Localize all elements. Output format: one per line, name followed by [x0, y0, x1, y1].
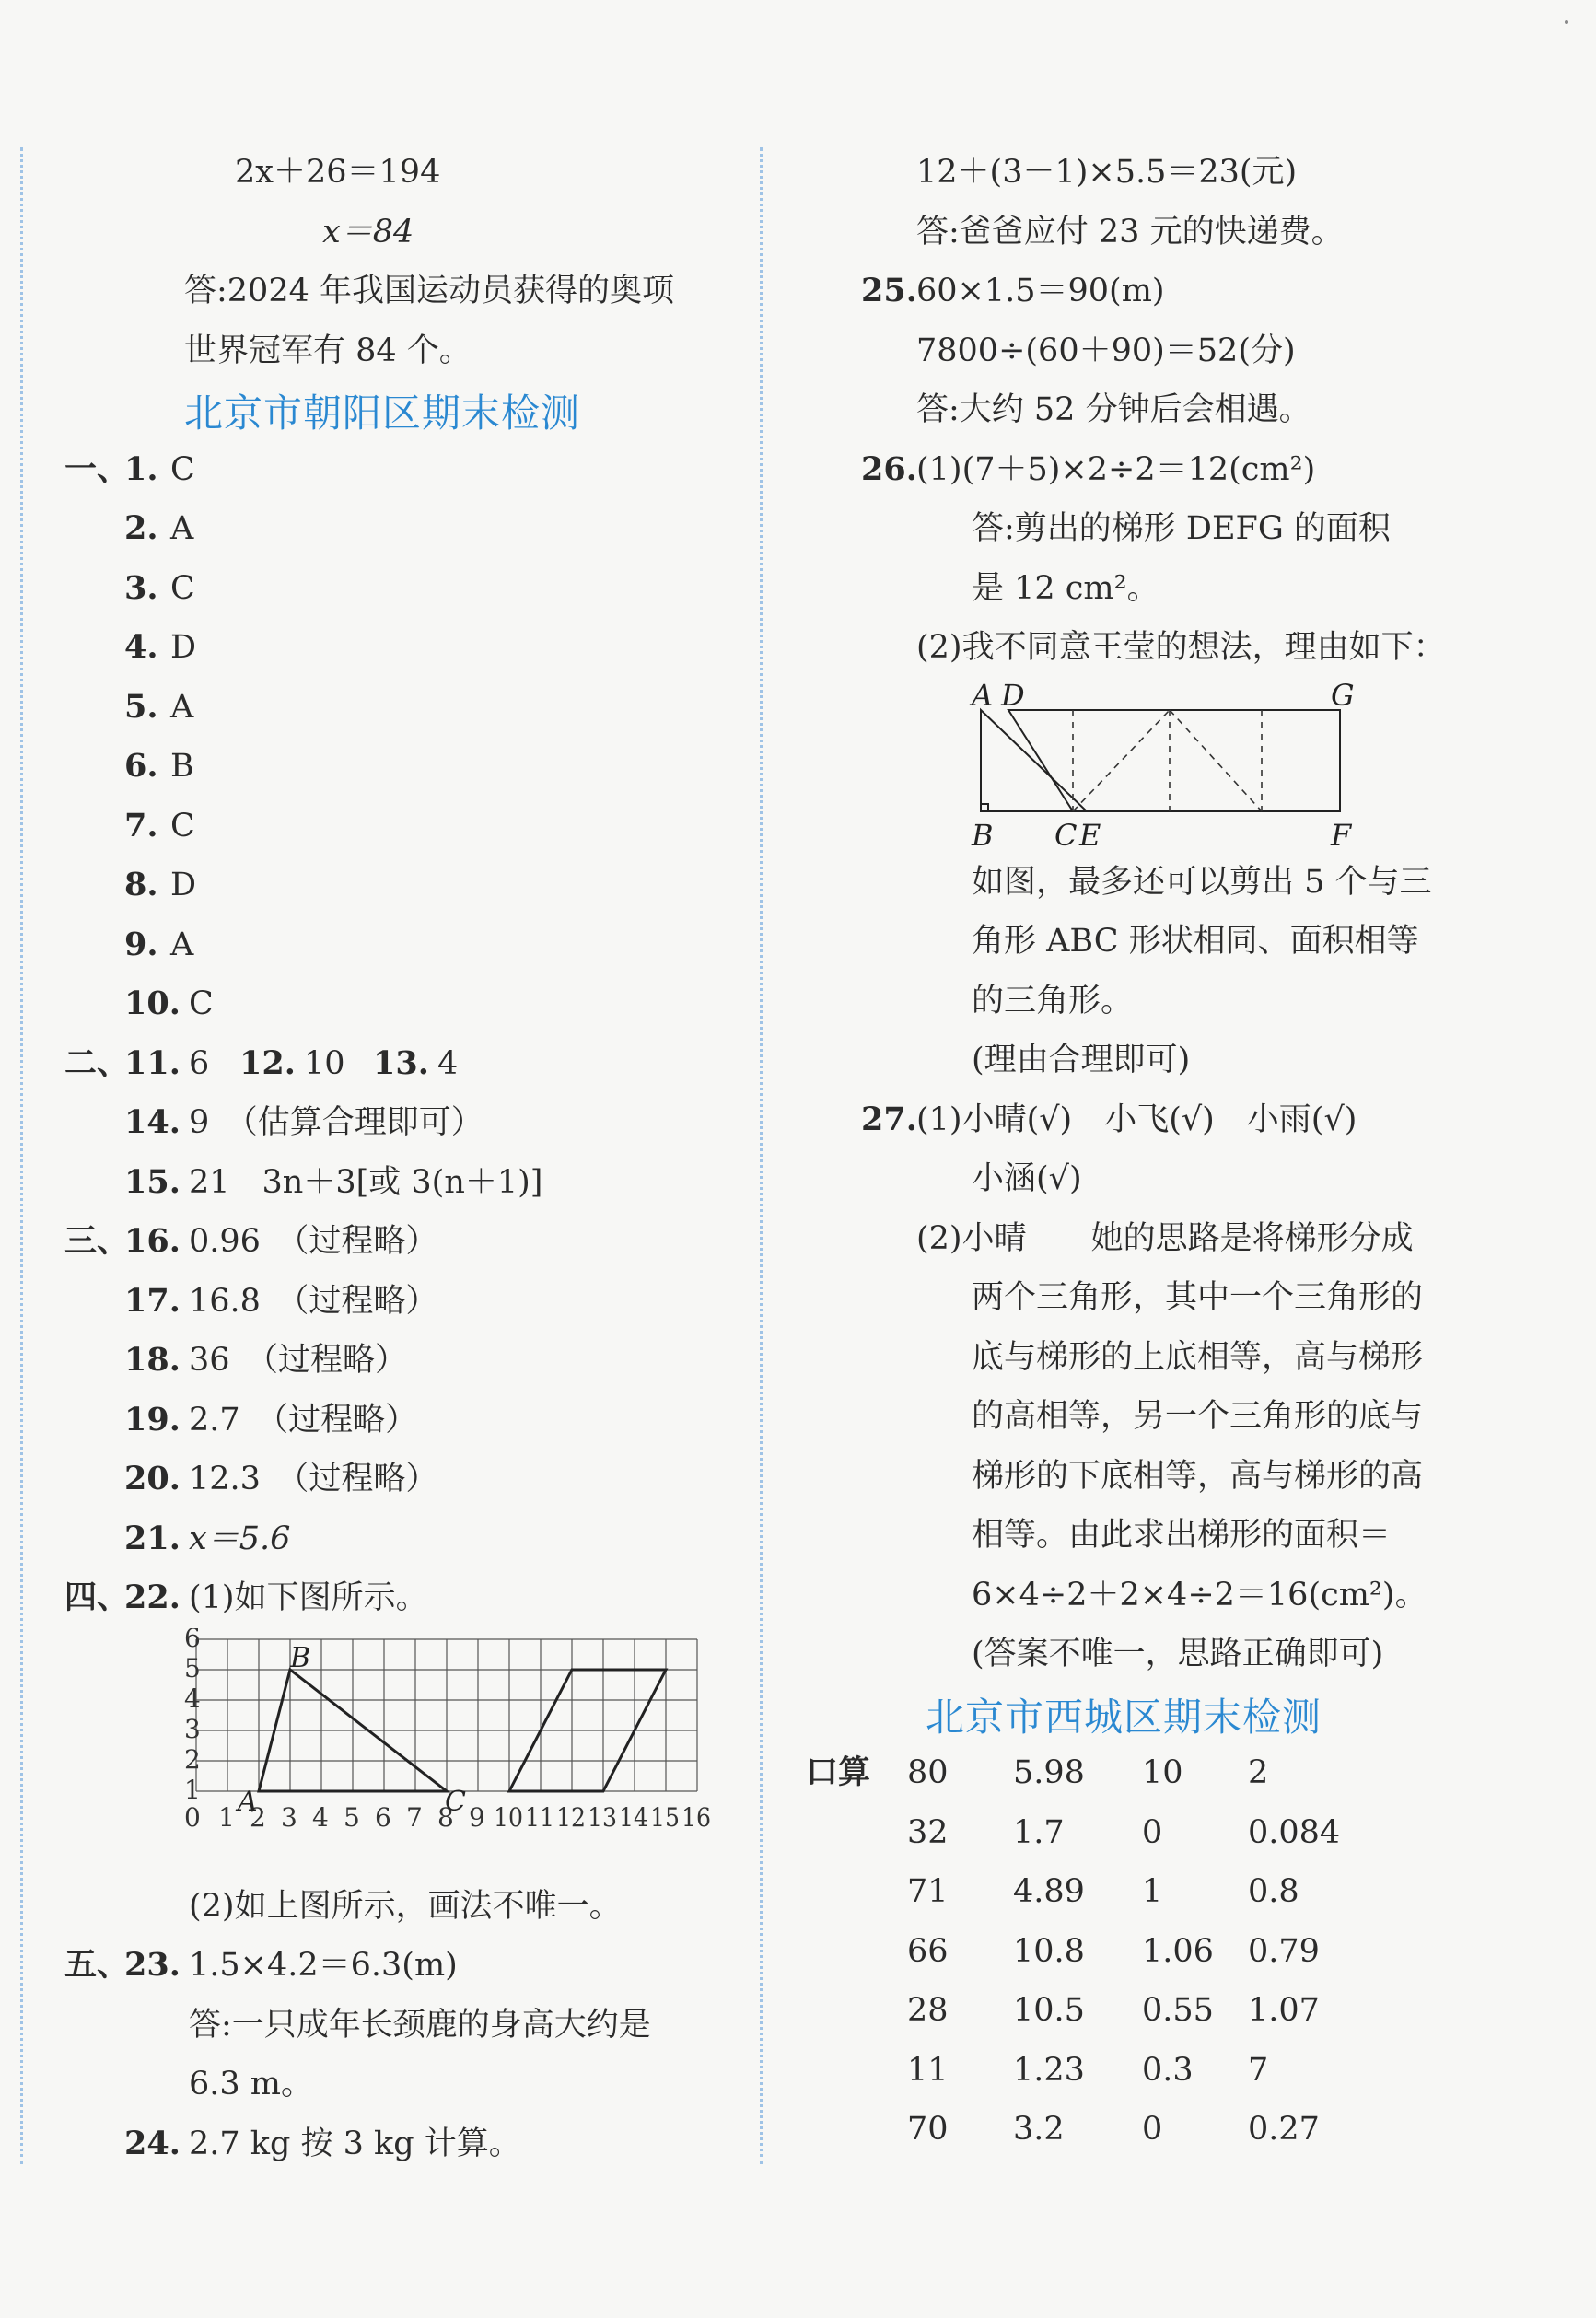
answer-line	[852, 1209, 1497, 1269]
left-column	[64, 143, 728, 2173]
x-label: 16	[682, 1801, 711, 1833]
answer-text: 6.3 m。	[189, 2066, 313, 2103]
vertex-c: C	[1054, 817, 1078, 853]
question-answer: D	[170, 629, 197, 666]
question-number: 9.	[124, 925, 158, 963]
question-answer: 16.8 （过程略）	[189, 1282, 438, 1320]
heading-chaoyang: 北京市朝阳区期末检测	[184, 390, 581, 436]
question-number: 6.	[124, 747, 158, 785]
vertex-b: B	[972, 817, 994, 853]
point-label-b: B	[290, 1641, 311, 1674]
question-number: 10.	[124, 984, 181, 1022]
cut-svg	[944, 678, 1460, 853]
answer-line	[852, 912, 1497, 972]
question-row	[64, 1272, 728, 1332]
question-number: 13.	[373, 1043, 429, 1082]
y-label: 1	[184, 1774, 201, 1805]
solid-lines	[981, 710, 1340, 811]
x-label: 5	[344, 1801, 360, 1833]
answer-text: 的三角形。	[972, 982, 1134, 1019]
question-answer: A	[170, 926, 194, 963]
question-answer: 1.5×4.2＝6.3(m)	[189, 1947, 458, 1984]
kousuan-cell: 28	[907, 1992, 949, 2029]
question-answer: C	[170, 450, 195, 488]
x-label: 12	[556, 1801, 586, 1833]
answer-text: (2)小晴 她的思路是将梯形分成	[916, 1219, 1414, 1257]
kousuan-row	[852, 1922, 1497, 1982]
question-row	[64, 678, 728, 738]
kousuan-row	[852, 1981, 1497, 2041]
answer-text: (2)如上图所示，画法不唯一。	[189, 1887, 622, 1925]
answer-line	[852, 972, 1497, 1031]
x-label: 10	[494, 1801, 523, 1833]
y-label: 5	[184, 1652, 201, 1683]
kousuan-cell: 71	[907, 1873, 949, 1910]
question-answer: 0.96 （过程略）	[189, 1223, 438, 1260]
kousuan-cell: 0	[1142, 1813, 1163, 1851]
question-number: 23.	[124, 1946, 181, 1984]
question-row	[64, 618, 728, 678]
question-number: 24.	[124, 2124, 181, 2162]
grid-svg	[184, 1628, 737, 1886]
kousuan-cell: 11	[907, 2051, 949, 2089]
question-number: 11.	[124, 1043, 181, 1082]
answer-text: 答:大约 52 分钟后会相遇。	[916, 391, 1311, 428]
answer-text: 梯形的下底相等，高与梯形的高	[972, 1457, 1424, 1495]
x-label: 15	[650, 1801, 680, 1833]
question-answer: 10	[304, 1044, 345, 1082]
kousuan-row	[852, 1862, 1497, 1922]
kousuan-cell: 1.23	[1013, 2051, 1085, 2089]
question-number: 25.	[861, 272, 917, 309]
question-number: 3.	[124, 568, 158, 607]
kousuan-cell: 10.8	[1013, 1932, 1085, 1970]
question-answer: 36 （过程略）	[189, 1342, 408, 1379]
answer-text: 答:2024 年我国运动员获得的奥项	[184, 273, 674, 309]
question-number: 26.	[861, 449, 917, 488]
answer-line	[852, 1506, 1497, 1566]
question-number: 22.	[124, 1578, 181, 1616]
question-row	[64, 1391, 728, 1450]
answer-text: 小涵(√)	[972, 1160, 1082, 1197]
question-number: 16.	[124, 1222, 181, 1260]
kousuan-cell: 70	[907, 2111, 949, 2148]
vertex-labels	[969, 678, 1355, 853]
question-row	[852, 440, 1497, 500]
section-heading	[64, 380, 728, 440]
kousuan-cell: 4.89	[1013, 1873, 1085, 1910]
vertex-a: A	[972, 677, 994, 713]
answer-line	[852, 559, 1497, 619]
x-label: 3	[281, 1801, 297, 1833]
question-row	[64, 1450, 728, 1509]
y-label: 6	[184, 1627, 201, 1653]
answer-line	[852, 853, 1497, 913]
x-label: 6	[375, 1801, 391, 1833]
x-label: 11	[525, 1801, 554, 1833]
question-row	[852, 262, 1497, 321]
answer-text: 7800÷(60＋90)＝52(分)	[916, 332, 1296, 369]
answer-line	[852, 1566, 1497, 1625]
x-label: 4	[312, 1801, 329, 1833]
x-label: 2	[250, 1801, 266, 1833]
question-row	[64, 1034, 728, 1094]
section-heading	[852, 1684, 1497, 1744]
kousuan-cell: 80	[907, 1754, 949, 1791]
answer-line	[852, 1447, 1497, 1507]
answer-line	[852, 1031, 1497, 1090]
kousuan-cell: 1.06	[1142, 1932, 1214, 1970]
equation-line	[64, 143, 728, 203]
vertex-g: G	[1331, 677, 1355, 713]
answer-text: 世界冠军有 84 个。	[184, 332, 472, 369]
x-label: 7	[406, 1801, 423, 1833]
question-answer: 9 （估算合理即可）	[189, 1104, 483, 1141]
cut-figure	[852, 678, 1497, 853]
x-label: 14	[619, 1801, 648, 1833]
section-number: 五、	[64, 1946, 130, 1984]
question-number: 8.	[124, 866, 158, 903]
dash-line	[1073, 710, 1170, 811]
section-number: 三、	[64, 1222, 130, 1260]
answer-text: 如图，最多还可以剪出 5 个与三	[972, 863, 1432, 901]
question-answer: B	[170, 748, 194, 785]
question-row	[64, 737, 728, 797]
answer-line	[852, 380, 1497, 440]
question-row	[64, 1212, 728, 1272]
corner-dot	[1565, 20, 1568, 24]
kousuan-cell: 66	[907, 1932, 949, 1970]
question-number: 15.	[124, 1162, 181, 1201]
question-answer: 60×1.5＝90(m)	[916, 273, 1165, 309]
answer-text: 是 12 cm²。	[972, 569, 1159, 607]
question-row	[64, 1093, 728, 1153]
answer-text: 底与梯形的上底相等，高与梯形	[972, 1338, 1424, 1376]
question-number: 12.	[239, 1043, 296, 1082]
answer-line	[852, 143, 1497, 203]
answer-text: 相等。由此求出梯形的面积＝	[972, 1517, 1392, 1554]
question-row	[64, 1568, 728, 1628]
point-label-a: A	[238, 1785, 258, 1818]
point-label-c: C	[445, 1785, 466, 1818]
answer-line	[852, 499, 1497, 559]
question-number: 1.	[124, 449, 158, 488]
answer-text: 6×4÷2＋2×4÷2＝16(cm²)。	[972, 1576, 1427, 1613]
x-label: 9	[469, 1801, 485, 1833]
kousuan-row	[852, 2041, 1497, 2101]
vertex-e: E	[1079, 817, 1101, 853]
kousuan-row	[852, 2100, 1497, 2160]
x-label: 1	[218, 1801, 235, 1833]
right-angle-mark	[981, 804, 988, 811]
answer-line	[64, 262, 728, 321]
answer-text: 答:爸爸应付 23 元的快递费。	[916, 213, 1344, 250]
answer-line	[852, 321, 1497, 381]
answer-line	[852, 618, 1497, 678]
kousuan-label: 口算	[806, 1754, 871, 1791]
question-row	[64, 856, 728, 915]
kousuan-cell: 0.084	[1248, 1813, 1341, 1851]
vertex-d: D	[1001, 677, 1025, 713]
question-answer: C	[189, 985, 214, 1022]
answer-text: 两个三角形，其中一个三角形的	[972, 1279, 1424, 1316]
kousuan-cell: 10	[1142, 1754, 1183, 1791]
question-number: 21.	[124, 1519, 181, 1557]
question-number: 14.	[124, 1103, 181, 1141]
question-answer: (1)小晴(√) 小飞(√) 小雨(√)	[916, 1101, 1357, 1138]
question-answer: 2.7 kg 按 3 kg 计算。	[189, 2125, 521, 2162]
question-row	[64, 974, 728, 1034]
y-label: 3	[184, 1713, 201, 1744]
y-axis-labels	[184, 1628, 201, 1805]
question-number: 4.	[124, 628, 158, 666]
question-number: 5.	[124, 687, 158, 726]
right-column	[806, 143, 1497, 2160]
triangle-abc	[981, 710, 1087, 811]
grid-lines	[196, 1639, 697, 1791]
section-number: 二、	[64, 1043, 130, 1082]
answer-text: (答案不唯一，思路正确即可)	[972, 1636, 1384, 1672]
question-answer: (1)(7＋5)×2÷2＝12(cm²)	[916, 450, 1316, 488]
question-number: 19.	[124, 1400, 181, 1439]
question-row	[64, 1509, 728, 1569]
question-number: 20.	[124, 1460, 181, 1497]
section-number: 一、	[64, 449, 130, 488]
question-answer: 12.3 （过程略）	[189, 1461, 438, 1497]
question-answer: A	[170, 688, 194, 726]
heading-xicheng: 北京市西城区期末检测	[926, 1694, 1322, 1740]
answer-line	[852, 1625, 1497, 1684]
answer-text: 角形 ABC 形状相同、面积相等	[972, 923, 1419, 960]
dashed-lines	[1073, 710, 1262, 811]
kousuan-cell: 0.79	[1248, 1932, 1320, 1970]
kousuan-cell: 0	[1142, 2111, 1163, 2148]
question-row	[64, 915, 728, 975]
dash-line	[1170, 710, 1262, 811]
grid-figure	[64, 1628, 728, 1886]
answer-line	[852, 1268, 1497, 1328]
question-number: 2.	[124, 509, 158, 547]
y-label: 2	[184, 1743, 201, 1775]
question-number: 18.	[124, 1341, 181, 1379]
kousuan-cell: 32	[907, 1813, 949, 1851]
answer-text: 答:剪出的梯形 DEFG 的面积	[972, 510, 1391, 547]
x-label: 8	[437, 1801, 454, 1833]
answer-line	[852, 203, 1497, 262]
question-row	[64, 559, 728, 619]
kousuan-cell: 0.8	[1248, 1873, 1299, 1910]
answer-line	[64, 321, 728, 381]
kousuan-cell: 0.55	[1142, 1992, 1214, 2029]
question-answer: x＝5.6	[189, 1520, 291, 1557]
question-number: 7.	[124, 806, 158, 844]
left-margin-divider	[20, 147, 23, 2164]
y-label: 4	[184, 1683, 201, 1714]
kousuan-cell: 10.5	[1013, 1992, 1085, 2029]
question-answer: 6	[189, 1044, 210, 1082]
question-number: 27.	[861, 1100, 917, 1138]
answer-line	[852, 1328, 1497, 1388]
question-row	[64, 499, 728, 559]
question-number: 17.	[124, 1281, 181, 1320]
cut-outline	[1008, 710, 1340, 811]
section-number: 四、	[64, 1578, 130, 1616]
kousuan-cell: 5.98	[1013, 1754, 1085, 1791]
question-row	[64, 440, 728, 500]
column-divider	[760, 147, 763, 2164]
kousuan-cell: 2	[1248, 1754, 1269, 1791]
equation-text: x＝84	[322, 213, 414, 250]
kousuan-cell: 0.3	[1142, 2051, 1194, 2089]
question-answer: A	[170, 510, 194, 547]
question-row	[852, 1090, 1497, 1150]
question-row	[64, 1936, 728, 1996]
x-label: 13	[588, 1801, 617, 1833]
question-answer: (1)如下图所示。	[189, 1579, 428, 1616]
question-row	[64, 797, 728, 856]
answer-line	[852, 1387, 1497, 1447]
answer-line	[64, 1996, 728, 2056]
x-label: 0	[184, 1801, 201, 1833]
kousuan-cell: 0.27	[1248, 2111, 1320, 2148]
kousuan-row	[852, 1803, 1497, 1863]
answer-text: (理由合理即可)	[972, 1042, 1191, 1078]
kousuan-cell: 7	[1248, 2051, 1269, 2089]
kousuan-cell: 1.07	[1248, 1992, 1320, 2029]
answer-line	[852, 1149, 1497, 1209]
question-answer: 21 3n＋3[或 3(n＋1)]	[189, 1163, 543, 1201]
question-row	[64, 1331, 728, 1391]
answer-text: 的高相等，另一个三角形的底与	[972, 1398, 1424, 1435]
equation-text: 2x＋26＝194	[235, 154, 441, 191]
kousuan-cell: 3.2	[1013, 2111, 1065, 2148]
answer-text: 12＋(3－1)×5.5＝23(元)	[916, 154, 1298, 191]
question-answer: 4	[437, 1044, 459, 1082]
kousuan-cell: 1.7	[1013, 1813, 1065, 1851]
question-answer: 2.7 （过程略）	[189, 1401, 418, 1439]
question-row	[64, 1153, 728, 1213]
question-answer: D	[170, 867, 197, 903]
answer-text: (2)我不同意王莹的想法，理由如下：	[916, 629, 1446, 666]
question-row	[64, 2114, 728, 2174]
vertex-f: F	[1331, 817, 1352, 853]
equation-line	[64, 203, 728, 262]
answer-line	[64, 1877, 728, 1937]
kousuan-row	[806, 1743, 1497, 1803]
answer-line	[64, 2055, 728, 2114]
question-answer: C	[170, 807, 195, 844]
question-answer: C	[170, 569, 195, 607]
kousuan-cell: 1	[1142, 1873, 1163, 1910]
answer-text: 答:一只成年长颈鹿的身高大约是	[189, 2006, 651, 2044]
